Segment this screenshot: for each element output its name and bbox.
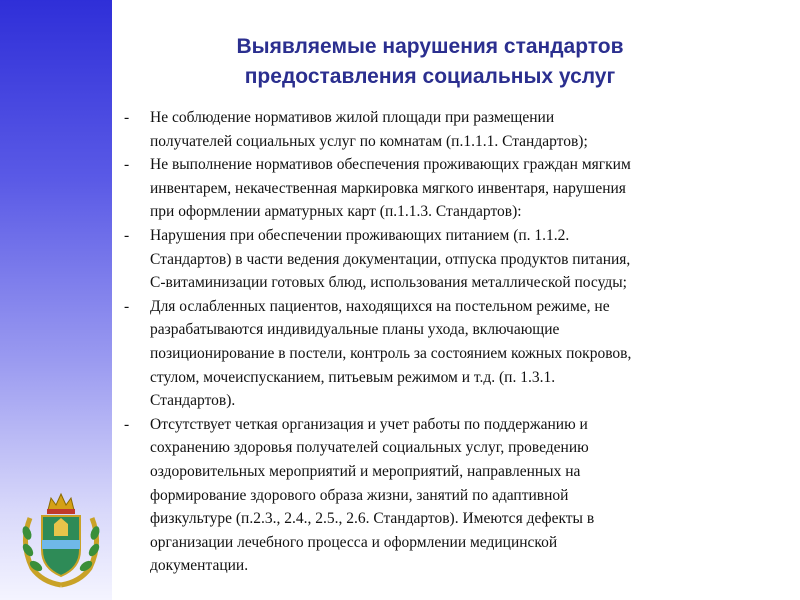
list-item-line: стулом, мочеиспусканием, питьевым режимом и т.д. (п. 1.3.1. — [150, 368, 556, 386]
list-item-line: сохранению здоровья получателей социальных услуг, проведению — [150, 439, 589, 457]
slide-title — [150, 32, 710, 92]
list-item — [118, 106, 778, 153]
list-item-line: документации. — [150, 557, 249, 575]
bullet-dash: - — [124, 109, 130, 126]
title-line-1: Выявляемые нарушения стандартов — [236, 35, 624, 58]
list-item-line: разрабатываются индивидуальные планы ухода, включающие — [150, 321, 560, 339]
list-item-line: Не соблюдение нормативов жилой площади при размещении — [150, 109, 555, 126]
bullet-dash: - — [124, 297, 130, 315]
bullet-dash: - — [124, 226, 130, 244]
list-item-line: при оформлении арматурных карт (п.1.1.3. Стандартов): — [150, 203, 522, 221]
list-item-line: позиционирование в постели, контроль за состоянием кожных покровов, — [150, 344, 632, 362]
list-item — [118, 153, 778, 224]
list-item — [118, 295, 778, 413]
list-item-line: Нарушения при обеспечении проживающих питанием (п. 1.1.2. — [150, 226, 570, 244]
coat-of-arms-icon — [18, 488, 104, 588]
list-item-line: Стандартов). — [150, 392, 236, 410]
list-item-line: Стандартов) в части ведения документации, отпуска продуктов питания, — [150, 250, 631, 268]
violations-list — [118, 106, 778, 578]
list-item-line: Отсутствует четкая организация и учет работы по поддержанию и — [150, 415, 588, 433]
list-item — [118, 224, 778, 295]
list-item — [118, 413, 778, 578]
list-item-line: инвентарем, некачественная маркировка мягкого инвентаря, нарушения — [150, 179, 626, 197]
list-item-line: оздоровительных мероприятий и мероприятий, направленных на — [150, 462, 581, 480]
list-item-line: формирование здорового образа жизни, занятий по адаптивной — [150, 486, 569, 504]
title-line-2: предоставления социальных услуг — [244, 65, 616, 88]
list-item-line: С-витаминизации готовых блюд, использования металлической посуды; — [150, 274, 627, 292]
list-item-line: Не выполнение нормативов обеспечения проживающих граждан мягким — [150, 156, 631, 174]
list-item-line: физкультуре (п.2.3., 2.4., 2.5., 2.6. Стандартов). Имеются дефекты в — [150, 510, 595, 528]
list-item-line: получателей социальных услуг по комнатам (п.1.1.1. Стандартов); — [150, 132, 588, 150]
list-item-line: Для ослабленных пациентов, находящихся на постельном режиме, не — [150, 297, 610, 315]
bullet-dash: - — [124, 415, 130, 433]
list-item-line: организации лечебного процесса и оформлении медицинской — [150, 533, 558, 551]
bullet-dash: - — [124, 156, 130, 174]
